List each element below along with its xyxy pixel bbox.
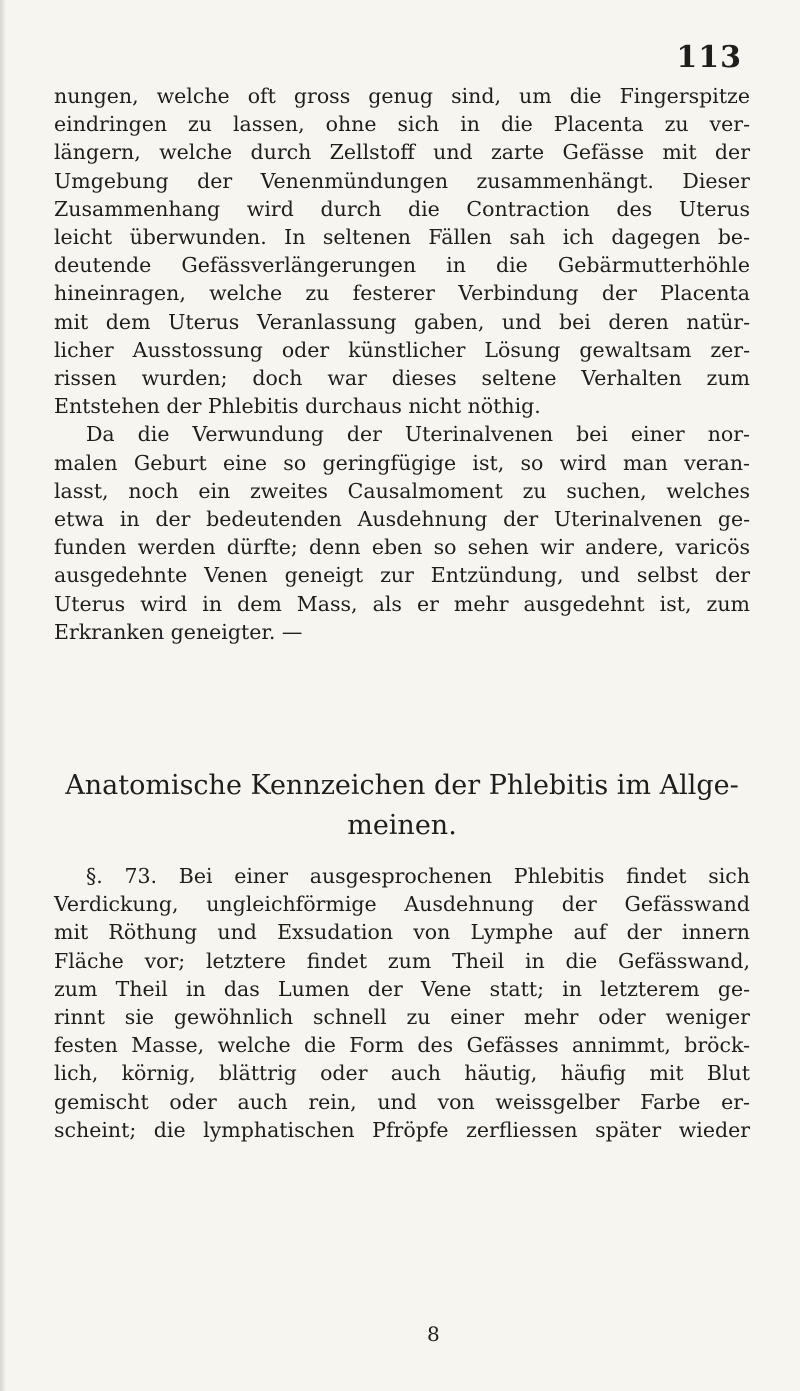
text-line: ausgedehnte Venen geneigt zur Entzündung, und selbst der: [54, 563, 750, 588]
text-line: rinnt sie gewöhnlich schnell zu einer mehr oder weniger: [54, 1005, 750, 1030]
text-line: funden werden dürfte; denn eben so sehen wir andere, varicös: [54, 535, 750, 560]
text-line: lasst, noch ein zweites Causalmoment zu suchen, welches: [54, 478, 750, 503]
text-line: zum Theil in das Lumen der Vene statt; in letzterem ge-: [54, 976, 750, 1001]
text-line: hineinragen, welche zu festerer Verbindung der Placenta: [54, 281, 750, 306]
text-line: längern, welche durch Zellstoff und zarte Gefässe mit der: [54, 140, 750, 165]
text-line: leicht überwunden. In seltenen Fällen sah ich dagegen be-: [54, 225, 750, 250]
signature-mark: 8: [427, 1322, 440, 1346]
page-number: 113: [676, 40, 742, 75]
text-line: etwa in der bedeutenden Ausdehnung der Uterinalvenen ge-: [54, 507, 750, 532]
text-line: deutende Gefässverlängerungen in die Gebärmutterhöhle: [54, 253, 750, 278]
paragraph-2: [54, 420, 750, 646]
text-line: Zusammenhang wird durch die Contraction des Uterus: [54, 196, 750, 221]
paragraph-1: [54, 82, 750, 420]
text-line: rissen wurden; doch war dieses seltene Verhalten zum: [54, 366, 750, 391]
text-line: Erkranken geneigter. —: [54, 619, 303, 644]
text-line: §. 73. Bei einer ausgesprochenen Phlebitis findet sich: [86, 864, 750, 888]
body-text: [54, 82, 750, 646]
text-line: Da die Verwundung der Uterinalvenen bei einer nor-: [86, 422, 750, 447]
page-edge-shadow: [0, 0, 6, 1391]
heading-line: meinen.: [347, 810, 457, 841]
heading-line: Anatomische Kennzeichen der Phlebitis im Allge-: [65, 770, 739, 801]
text-line: lich, körnig, blättrig oder auch häutig, häufig mit Blut: [54, 1061, 750, 1086]
text-line: mit Röthung und Exsudation von Lymphe auf der innern: [54, 920, 750, 945]
paragraph-3: [54, 862, 750, 1144]
text-line: eindringen zu lassen, ohne sich in die Placenta zu ver-: [54, 112, 750, 137]
section-heading: [54, 766, 750, 846]
text-line: malen Geburt eine so geringfügige ist, so wird man veran-: [54, 450, 750, 475]
text-line: mit dem Uterus Veranlassung gaben, und bei deren natür-: [54, 309, 750, 334]
text-line: licher Ausstossung oder künstlicher Lösung gewaltsam zer-: [54, 337, 750, 362]
text-line: Umgebung der Venenmündungen zusammenhängt. Dieser: [54, 168, 750, 193]
text-line: gemischt oder auch rein, und von weissgelber Farbe er-: [54, 1089, 750, 1114]
text-line: festen Masse, welche die Form des Gefässes annimmt, bröck-: [54, 1033, 750, 1058]
text-line: Entstehen der Phlebitis durchaus nicht nöthig.: [54, 394, 541, 419]
text-line: Fläche vor; letztere findet zum Theil in die Gefässwand,: [54, 948, 750, 973]
text-line: nungen, welche oft gross genug sind, um die Fingerspitze: [54, 84, 750, 108]
text-line: scheint; die lymphatischen Pfröpfe zerfliessen später wieder: [54, 1117, 750, 1142]
text-line: Verdickung, ungleichförmige Ausdehnung der Gefässwand: [54, 892, 750, 917]
text-line: Uterus wird in dem Mass, als er mehr ausgedehnt ist, zum: [54, 591, 750, 616]
